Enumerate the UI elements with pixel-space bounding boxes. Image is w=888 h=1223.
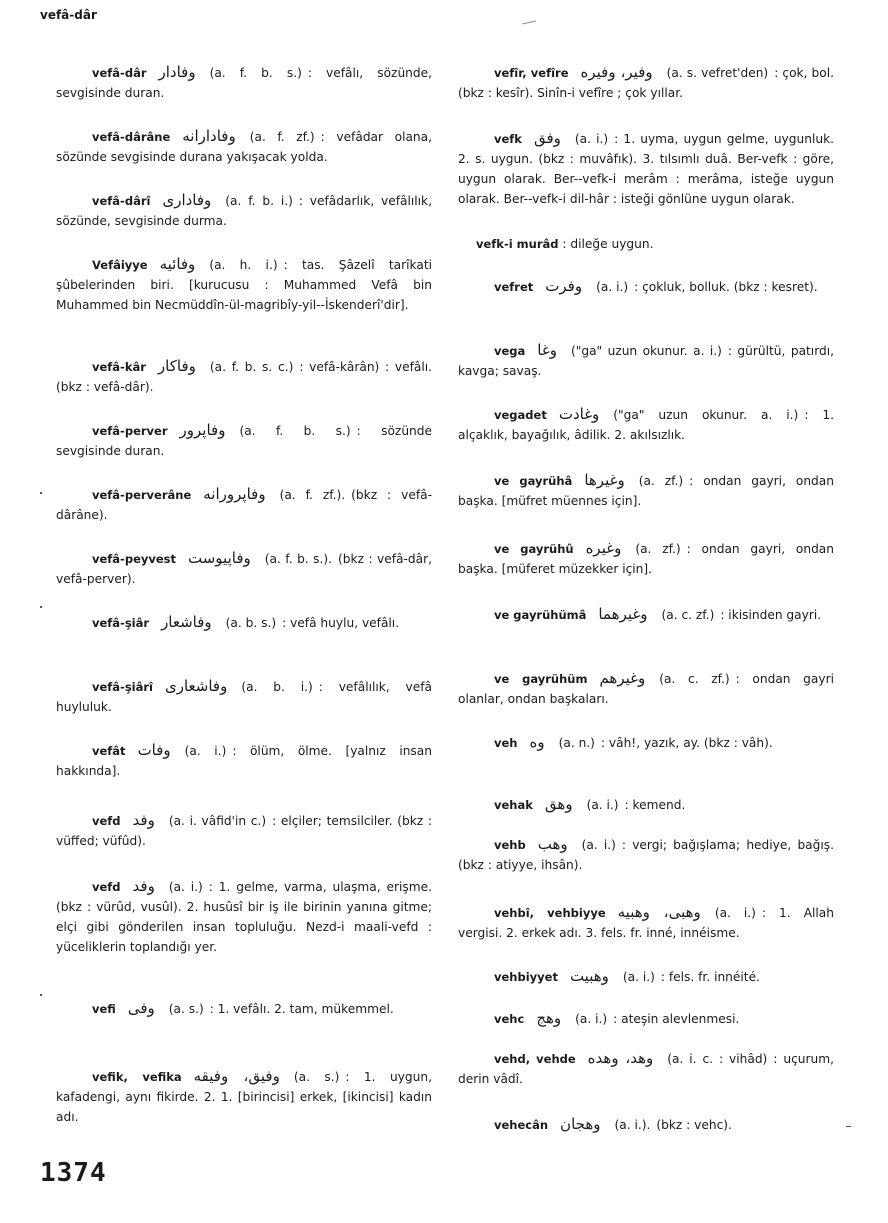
entry-headword: vegadet xyxy=(494,408,547,422)
entry-grammar-tag: (a. i.) xyxy=(575,1012,608,1026)
dictionary-entry xyxy=(458,1048,834,1089)
entry-grammar-tag: (a. i. vâfid'in c.) xyxy=(168,814,267,828)
entry-headword: vefk-i murâd xyxy=(476,237,559,251)
dictionary-entry xyxy=(458,794,834,815)
entry-definition: : vâh!, yazık, ay. (bkz : vâh). xyxy=(600,736,773,750)
entry-definition: : vefâlılık, vefâ huyluluk. xyxy=(56,680,432,714)
entry-definition: : ikisinden gayri. xyxy=(720,608,822,622)
entry-grammar-tag: (a. i.) xyxy=(622,970,655,984)
entry-arabic-script: وفادارانه xyxy=(182,127,236,145)
entry-arabic-script: وغادت xyxy=(558,405,600,423)
dictionary-entry xyxy=(458,538,834,579)
entry-grammar-tag: (a. f. b. s. c.) xyxy=(209,360,294,374)
entry-grammar-tag: (a. i.) xyxy=(586,798,619,812)
entry-headword: vefâ-şiâr xyxy=(92,616,150,630)
entry-headword: vega xyxy=(494,344,526,358)
entry-arabic-script: وفد xyxy=(132,811,155,829)
entry-headword: vefâ-dâr xyxy=(92,66,147,80)
entry-grammar-tag: (a. zf.) xyxy=(638,474,684,488)
entry-definition: : 1. uyma, uygun gelme, uygunluk. 2. s. uygun. (bkz : muvâfık). 3. tılsımlı duâ. Ber-vefk : göre, uygun olarak. Ber--vefk-i merâm : merâma, isteğe uygun olarak. Ber--vefk-i dil-hâr : isteği gönlüne uygun olarak. xyxy=(458,132,834,206)
entry-arabic-script: وفير، وفيره xyxy=(580,63,653,81)
entry-grammar-tag: (a. i.) xyxy=(714,906,756,920)
entry-arabic-script: وهج xyxy=(536,1009,562,1027)
dictionary-entry xyxy=(56,356,432,397)
entry-definition: : kemend. xyxy=(624,798,686,812)
entry-grammar-tag: (a. n.) xyxy=(558,736,595,750)
entry-grammar-tag: (a. f. zf.). xyxy=(279,488,346,502)
dictionary-entry xyxy=(56,126,432,167)
entry-grammar-tag: ("ga" uzun okunur. a. i.) xyxy=(570,344,722,358)
entry-grammar-tag: (a. s. vefret'den) xyxy=(666,66,769,80)
dictionary-entry xyxy=(458,404,834,445)
entry-headword: vefk xyxy=(494,132,522,146)
entry-definition: : çokluk, bolluk. (bkz : kesret). xyxy=(634,280,818,294)
entry-grammar-tag: (a. b. s.) xyxy=(225,616,277,630)
entry-headword: vehbiyyet xyxy=(494,970,558,984)
entry-headword: vehc xyxy=(494,1012,525,1026)
entry-definition: : ondan gayri, ondan başka. [müfret müennes için]. xyxy=(458,474,834,508)
dictionary-entry xyxy=(458,732,834,753)
entry-grammar-tag: (a. i.) xyxy=(581,838,616,852)
entry-headword: vehb xyxy=(494,838,526,852)
dictionary-entry xyxy=(458,902,834,943)
entry-headword: ve gayrühümâ xyxy=(494,608,587,622)
entry-definition: : 1. vefâlı. 2. tam, mükemmel. xyxy=(209,1002,394,1016)
entry-definition: : 1. gelme, varma, ulaşma, erişme. (bkz : vürûd, vusûl). 2. husûsî bir iş ile birinin yanına gitme; elçi gibi gönderilen insan topluluğu. Nezd-i maali-vefd : yüceliklerin toplandığı yer. xyxy=(56,880,432,954)
entry-headword: vefâ-dârâne xyxy=(92,130,171,144)
dictionary-entry xyxy=(458,1008,834,1029)
dictionary-entry xyxy=(458,276,834,297)
scan-mark xyxy=(40,994,42,996)
entry-headword: veh xyxy=(494,736,518,750)
entry-definition: : çok, bol. (bkz : kesîr). Sinîn-i vefîre ; çok yıllar. xyxy=(458,66,834,100)
entry-headword: vehak xyxy=(494,798,533,812)
entry-arabic-script: وفاپرور xyxy=(179,421,226,439)
entry-arabic-script: وهجان xyxy=(560,1115,601,1133)
entry-grammar-tag: (a. c. zf.) xyxy=(659,672,730,686)
running-header: vefâ-dâr xyxy=(40,8,97,22)
entry-arabic-script: وفادارى xyxy=(162,191,212,209)
entry-definition: : fels. fr. innéité. xyxy=(660,970,760,984)
entry-headword: vefd xyxy=(92,814,121,828)
dictionary-entry xyxy=(458,470,834,511)
scan-mark xyxy=(846,1126,851,1127)
entry-headword: Vefâiyye xyxy=(92,258,148,272)
scan-mark xyxy=(40,492,42,494)
entry-definition: : vefâ-kârân) : vefâlı. (bkz : vefâ-dâr). xyxy=(56,360,432,394)
entry-headword: vefîr, vefîre xyxy=(494,66,569,80)
entry-arabic-script: وفد xyxy=(132,877,155,895)
entry-headword: ve gayrühû xyxy=(494,542,574,556)
dictionary-entry xyxy=(56,740,432,781)
entry-headword: vehecân xyxy=(494,1118,549,1132)
entry-grammar-tag: (a. i.) xyxy=(168,880,203,894)
dictionary-entry xyxy=(458,834,834,875)
entry-arabic-script: وفاپيوست xyxy=(188,549,251,567)
entry-headword: vefât xyxy=(92,744,126,758)
entry-grammar-tag: (a. f. b. s.) xyxy=(209,66,302,80)
entry-definition: : ateşin alevlenmesi. xyxy=(613,1012,740,1026)
entry-headword: vefd xyxy=(92,880,121,894)
entry-definition: : ondan gayri, ondan başka. [müferet müzekker için]. xyxy=(458,542,834,576)
entry-arabic-script: وفاشعارى xyxy=(165,677,228,695)
entry-arabic-script: وفاكار xyxy=(157,357,196,375)
entry-grammar-tag: (a. f. b. s.). xyxy=(264,552,333,566)
entry-arabic-script: وفاشعار xyxy=(161,613,212,631)
entry-arabic-script: وفادار xyxy=(158,63,196,81)
entry-arabic-script: وفات xyxy=(137,741,171,759)
entry-headword: vehbî, vehbiyye xyxy=(494,906,606,920)
entry-definition: : vefâ huylu, vefâlı. xyxy=(282,616,400,630)
dictionary-entry xyxy=(458,62,834,103)
entry-arabic-script: وهب xyxy=(537,835,568,853)
scan-mark xyxy=(522,21,536,25)
entry-grammar-tag: (a. s.) xyxy=(293,1070,340,1084)
entry-arabic-script: وغيره xyxy=(585,539,622,557)
entry-definition: : uçurum, derin vâdî. xyxy=(458,1052,834,1086)
dictionary-entry xyxy=(56,876,432,957)
entry-arabic-script: وفيق، وفيقه xyxy=(193,1067,280,1085)
entry-definition: : elçiler; temsilciler. (bkz : vüffed; vüfûd). xyxy=(56,814,432,848)
entry-grammar-tag: (a. i.) xyxy=(574,132,609,146)
entry-grammar-tag: ("ga" uzun okunur. a. i.) xyxy=(613,408,799,422)
entry-grammar-tag: (a. s.) xyxy=(168,1002,204,1016)
entry-arabic-script: وهق xyxy=(544,795,573,813)
entry-grammar-tag: (a. c. zf.) xyxy=(661,608,715,622)
entry-headword: vefâ-peyvest xyxy=(92,552,176,566)
entry-definition: (bkz : vefâ-dârâne). xyxy=(56,488,432,522)
entry-grammar-tag: (a. zf.) xyxy=(635,542,681,556)
dictionary-entry xyxy=(458,1114,834,1135)
entry-arabic-script: وفق xyxy=(533,129,561,147)
entry-headword: vehd, vehde xyxy=(494,1052,576,1066)
entry-definition: (bkz : vehc). xyxy=(656,1118,732,1132)
dictionary-entry xyxy=(56,484,432,525)
entry-headword: vefi xyxy=(92,1002,116,1016)
dictionary-entry xyxy=(458,604,834,625)
scan-mark xyxy=(40,606,42,608)
entry-arabic-script: وفائيه xyxy=(159,255,196,273)
entry-arabic-script: وغيرهم xyxy=(599,669,646,687)
entry-arabic-script: وهبى، وهبيه xyxy=(617,903,701,921)
entry-grammar-tag: (a. b. i.) xyxy=(241,680,313,694)
entry-grammar-tag: (a. i.) xyxy=(184,744,227,758)
entry-definition: : 1. uygun, kafadengi, aynı fikirde. 2. 1. [birincisi] erkek, [ikincisi] kadın adı. xyxy=(56,1070,432,1124)
entry-arabic-script: وفاپرورانه xyxy=(203,485,266,503)
dictionary-entry xyxy=(458,340,834,381)
dictionary-entry xyxy=(56,190,432,231)
entry-arabic-script: وغيرهما xyxy=(598,605,648,623)
entry-grammar-tag: (a. f. b. i.) xyxy=(225,194,293,208)
entry-definition: : tas. Şâzelî tarîkati şûbelerinden biri. [kurucusu : Muhammed Vefâ bin Muhammed bin Necmüddîn-ül-magribîy-yil--İskenderî'dir]. xyxy=(56,258,432,312)
entry-headword: ve gayrühâ xyxy=(494,474,573,488)
entry-grammar-tag: (a. i.). xyxy=(614,1118,651,1132)
entry-grammar-tag: (a. i.) xyxy=(596,280,629,294)
entry-definition: (bkz : vefâ-dâr, vefâ-perver). xyxy=(56,552,432,586)
entry-headword: vefik, vefika xyxy=(92,1070,182,1084)
entry-definition: : 1. alçaklık, bayağılık, âdilik. 2. akılsızlık. xyxy=(458,408,835,442)
entry-grammar-tag: (a. f. zf.) xyxy=(249,130,315,144)
entry-headword: vefâ-perverâne xyxy=(92,488,192,502)
dictionary-entry xyxy=(458,668,834,709)
dictionary-entry xyxy=(56,676,432,717)
entry-arabic-script: وفرت xyxy=(545,277,583,295)
entry-arabic-script: وغا xyxy=(537,341,557,359)
entry-definition: : dileğe uygun. xyxy=(562,237,654,251)
entry-arabic-script: وه xyxy=(529,733,545,751)
dictionary-entry xyxy=(56,1066,432,1127)
entry-definition: : vefâlı, sözünde, sevgisinde duran. xyxy=(56,66,432,100)
dictionary-entry xyxy=(56,548,432,589)
entry-definition: : 1. Allah vergisi. 2. erkek adı. 3. fels. fr. inné, innéisme. xyxy=(458,906,834,940)
entry-grammar-tag: (a. h. i.) xyxy=(209,258,278,272)
entry-definition: : ölüm, ölme. [yalnız insan hakkında]. xyxy=(56,744,432,778)
entry-definition: : gürültü, patırdı, kavga; savaş. xyxy=(458,344,834,378)
dictionary-entry xyxy=(458,966,834,987)
entry-headword: vefâ-şiârî xyxy=(92,680,153,694)
dictionary-entry xyxy=(56,254,432,315)
dictionary-entry xyxy=(56,420,432,461)
entry-grammar-tag: (a. i. c. : vihâd) xyxy=(667,1052,768,1066)
entry-arabic-script: وهبيت xyxy=(569,967,609,985)
entry-definition: : vefâdar olana, sözünde sevgisinde durana yakışacak yolda. xyxy=(56,130,432,164)
entry-headword: vefâ-kâr xyxy=(92,360,146,374)
entry-arabic-script: وغيرها xyxy=(584,471,625,489)
entry-definition: : vefâdarlık, vefâlılık, sözünde, sevgisinde durma. xyxy=(56,194,432,228)
dictionary-entry xyxy=(56,998,432,1019)
dictionary-entry xyxy=(56,62,432,103)
dictionary-entry xyxy=(56,612,432,633)
entry-definition: : vergi; bağışlama; hediye, bağış. (bkz : atiyye, ihsân). xyxy=(458,838,834,872)
entry-grammar-tag: (a. f. b. s.) xyxy=(239,424,351,438)
page-number: 1374 xyxy=(40,1158,107,1188)
entry-definition: : ondan gayri olanlar, ondan başkaları. xyxy=(458,672,834,706)
entry-headword: vefâ-perver xyxy=(92,424,168,438)
entry-headword: ve gayrühüm xyxy=(494,672,588,686)
dictionary-entry xyxy=(458,128,834,209)
entry-arabic-script: وهد، وهده xyxy=(587,1049,654,1067)
entry-arabic-script: وفى xyxy=(127,999,155,1017)
entry-definition: : sözünde sevgisinde duran. xyxy=(56,424,432,458)
dictionary-entry xyxy=(458,234,834,254)
dictionary-entry xyxy=(56,810,432,851)
entry-headword: vefâ-dârî xyxy=(92,194,151,208)
entry-headword: vefret xyxy=(494,280,534,294)
